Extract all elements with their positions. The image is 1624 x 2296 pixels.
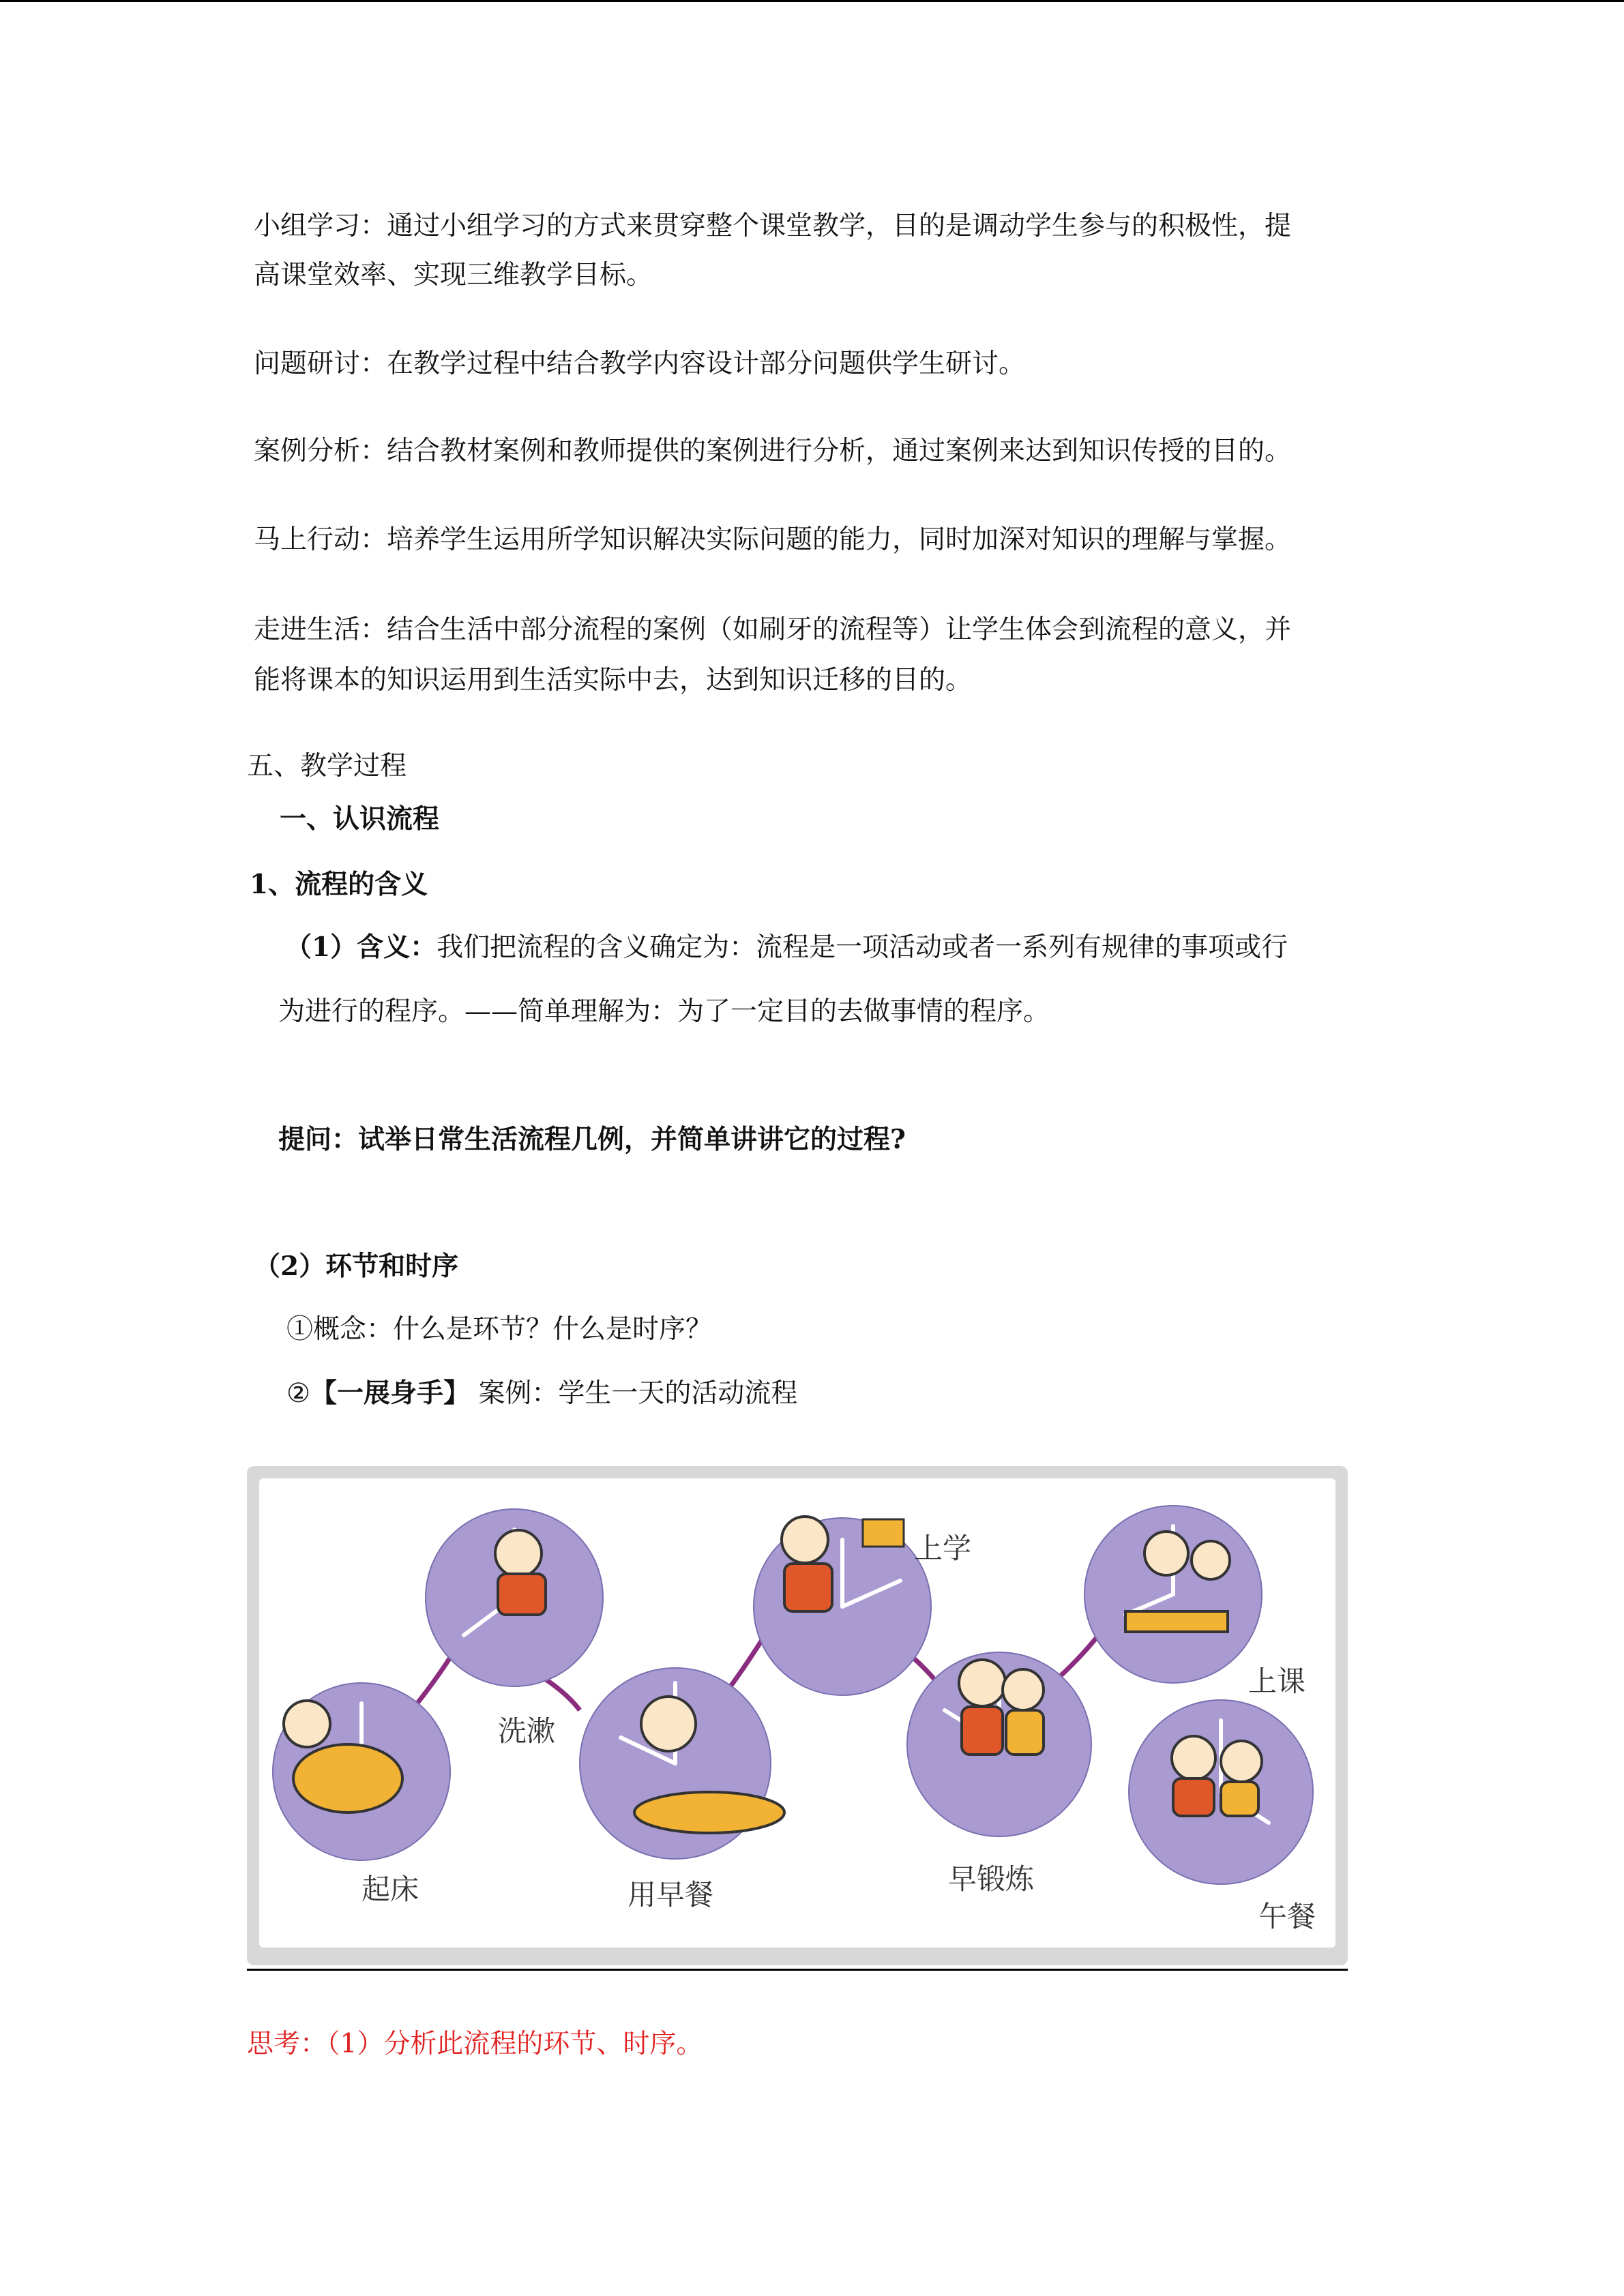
paragraph-case-analysis: 案例分析：结合教材案例和教师提供的案例进行分析，通过案例来达到知识传授的目的。 bbox=[254, 436, 1292, 466]
school-building-icon bbox=[863, 1519, 904, 1547]
label-wash: 洗漱 bbox=[498, 1714, 556, 1748]
case-bold-title: 【一展身手】 bbox=[310, 1377, 470, 1409]
heading-flow-meaning: 1、流程的含义 bbox=[250, 869, 428, 900]
blanket-icon bbox=[293, 1744, 402, 1813]
label-lunch: 午餐 bbox=[1258, 1900, 1316, 1933]
definition-line1 bbox=[285, 931, 1417, 963]
paragraph-problem-discussion: 问题研讨：在教学过程中结合教学内容设计部分问题供学生研讨。 bbox=[254, 348, 1026, 379]
figure-head-class-2 bbox=[1192, 1541, 1230, 1579]
definition-label: （1）含义： bbox=[285, 931, 437, 963]
definition-text: 我们把流程的含义确定为：流程是一项活动或者一系列有规律的事项或行 bbox=[437, 932, 1288, 963]
flow-illustration bbox=[259, 1478, 1335, 1948]
label-morning-exercise: 早锻炼 bbox=[948, 1862, 1035, 1896]
activity-flow-figure bbox=[247, 1466, 1348, 1965]
heading-know-flow: 一、认识流程 bbox=[280, 803, 440, 835]
case-text: 案例：学生一天的活动流程 bbox=[469, 1378, 798, 1409]
figure-head-lunch-2 bbox=[1221, 1741, 1262, 1782]
case-prefix: ② bbox=[286, 1378, 310, 1409]
figure-shirt-lunch-1 bbox=[1173, 1778, 1214, 1816]
paragraph-group-study-line1: 小组学习：通过小组学习的方式来贯穿整个课堂教学，目的是调动学生参与的积极性，提 bbox=[254, 211, 1292, 241]
figure-shirt-exercise-1 bbox=[962, 1707, 1003, 1755]
figure-head-breakfast bbox=[641, 1697, 696, 1751]
figure-head-wake bbox=[284, 1701, 330, 1747]
figure-head-lunch-1 bbox=[1172, 1736, 1215, 1780]
figure-shirt-wash bbox=[498, 1574, 546, 1615]
figure-head-wash bbox=[495, 1530, 542, 1577]
paragraph-into-life-line1: 走进生活：结合生活中部分流程的案例（如刷牙的流程等）让学生体会到流程的意义，并 bbox=[254, 614, 1292, 645]
case-line bbox=[286, 1377, 1419, 1409]
concept-question: ①概念：什么是环节？什么是时序？ bbox=[286, 1314, 713, 1345]
figure-head-exercise-2 bbox=[1003, 1669, 1044, 1710]
definition-line2: 为进行的程序。——简单理解为：为了一定目的去做事情的程序。 bbox=[278, 996, 1050, 1027]
figure-head-school bbox=[782, 1517, 828, 1563]
think-question: 思考：（1）分析此流程的环节、时序。 bbox=[247, 2029, 703, 2059]
figure-bottom-rule bbox=[247, 1969, 1348, 1971]
subheading-steps-sequence: （2）环节和时序 bbox=[254, 1251, 459, 1282]
label-breakfast: 用早餐 bbox=[628, 1878, 714, 1911]
question-prompt: 提问：试举日常生活流程几例，并简单讲讲它的过程? bbox=[278, 1124, 906, 1155]
label-class: 上课 bbox=[1248, 1665, 1306, 1698]
paragraph-into-life-line2: 能将课本的知识运用到生活实际中去，达到知识迁移的目的。 bbox=[254, 665, 973, 696]
label-wake-up: 起床 bbox=[361, 1873, 419, 1906]
figure-head-exercise-1 bbox=[959, 1660, 1005, 1706]
figure-shirt-exercise-2 bbox=[1006, 1710, 1044, 1755]
table-icon bbox=[634, 1792, 784, 1833]
figure-panel bbox=[259, 1478, 1335, 1948]
paragraph-group-study-line2: 高课堂效率、实现三维教学目标。 bbox=[254, 260, 653, 290]
figure-shirt-school bbox=[784, 1564, 832, 1611]
heading-teaching-process: 五、教学过程 bbox=[247, 751, 407, 781]
figure-head-class-1 bbox=[1145, 1532, 1188, 1575]
label-go-to-school: 上学 bbox=[914, 1532, 972, 1565]
page-top-rule bbox=[0, 0, 1624, 2]
desk-icon bbox=[1125, 1611, 1228, 1632]
figure-shirt-lunch-2 bbox=[1221, 1782, 1258, 1816]
paragraph-take-action: 马上行动：培养学生运用所学知识解决实际问题的能力，同时加深对知识的理解与掌握。 bbox=[254, 524, 1292, 555]
